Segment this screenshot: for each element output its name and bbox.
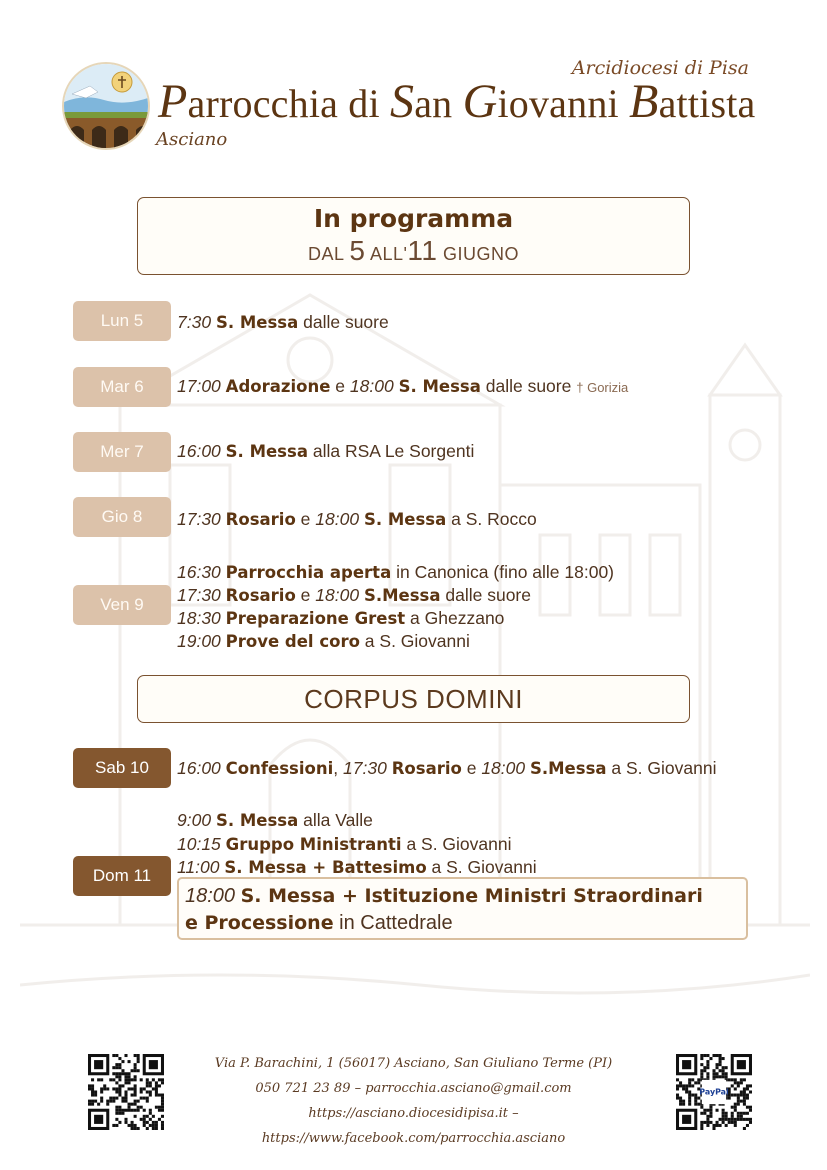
program-dates: DAL 5 ALL'11 GIUGNO	[307, 235, 520, 266]
event-line: 16:00 Confessioni, 17:30 Rosario e 18:00 S.Messa a S. Giovanni	[177, 758, 717, 778]
memorial-note: † Gorizia	[576, 380, 629, 395]
event-line: 9:00 S. Messa alla Valle	[177, 810, 373, 830]
footer-address: Via P. Barachini, 1 (56017) Asciano, San Giuliano Terme (PI)	[214, 1056, 613, 1071]
footer-contacts	[180, 1051, 647, 1151]
event-line: 18:30 Preparazione Grest a Ghezzano	[177, 608, 505, 628]
event-line: 17:00 Adorazione e 18:00 S. Messa dalle suore † Gorizia	[177, 376, 629, 396]
parish-location: Asciano	[156, 129, 228, 150]
footer-websites[interactable]: https://asciano.diocesidipisa.it – https://www.facebook.com/parrocchia.asciano	[261, 1106, 566, 1146]
day-label-ven-9: Ven 9	[73, 585, 171, 625]
day-label-mer-7: Mer 7	[73, 432, 171, 472]
event-line: 7:30 S. Messa dalle suore	[177, 312, 389, 332]
diocese-label: Arcidiocesi di Pisa	[571, 57, 749, 79]
highlighted-event: 18:00 S. Messa + Istituzione Ministri Straordinari e Processione in Cattedrale	[177, 877, 748, 940]
footer-contacts-line[interactable]: 050 721 23 89 – parrocchia.asciano@gmail.com	[255, 1081, 572, 1096]
paypal-qr-code[interactable]	[676, 1054, 752, 1130]
day-label-lun-5: Lun 5	[73, 301, 171, 341]
event-line: 17:30 Rosario e 18:00 S.Messa dalle suore	[177, 585, 531, 605]
event-line: 16:30 Parrocchia aperta in Canonica (fino alle 18:00)	[177, 562, 615, 582]
day-label-sab-10: Sab 10	[73, 748, 171, 788]
event-line: 16:00 S. Messa alla RSA Le Sorgenti	[177, 441, 475, 461]
day-label-mar-6: Mar 6	[73, 367, 171, 407]
event-line: 11:00 S. Messa + Battesimo a S. Giovanni	[177, 857, 537, 877]
program-title: In programma	[313, 204, 514, 233]
parish-logo	[62, 62, 150, 150]
event-line: 19:00 Prove del coro a S. Giovanni	[177, 631, 470, 651]
program-header-box	[137, 197, 690, 275]
paypal-logo-text: PayPal	[699, 1087, 729, 1097]
day-label-gio-8: Gio 8	[73, 497, 171, 537]
day-label-dom-11: Dom 11	[73, 856, 171, 896]
parish-logo-icon	[64, 64, 148, 148]
event-line: 17:30 Rosario e 18:00 S. Messa a S. Rocco	[177, 509, 537, 529]
parish-title: Parrocchia di San Giovanni Battista	[158, 75, 756, 128]
event-line: 10:15 Gruppo Ministranti a S. Giovanni	[177, 834, 512, 854]
website-qr-code[interactable]	[88, 1054, 164, 1130]
corpus-domini-banner: CORPUS DOMINI	[137, 675, 690, 723]
